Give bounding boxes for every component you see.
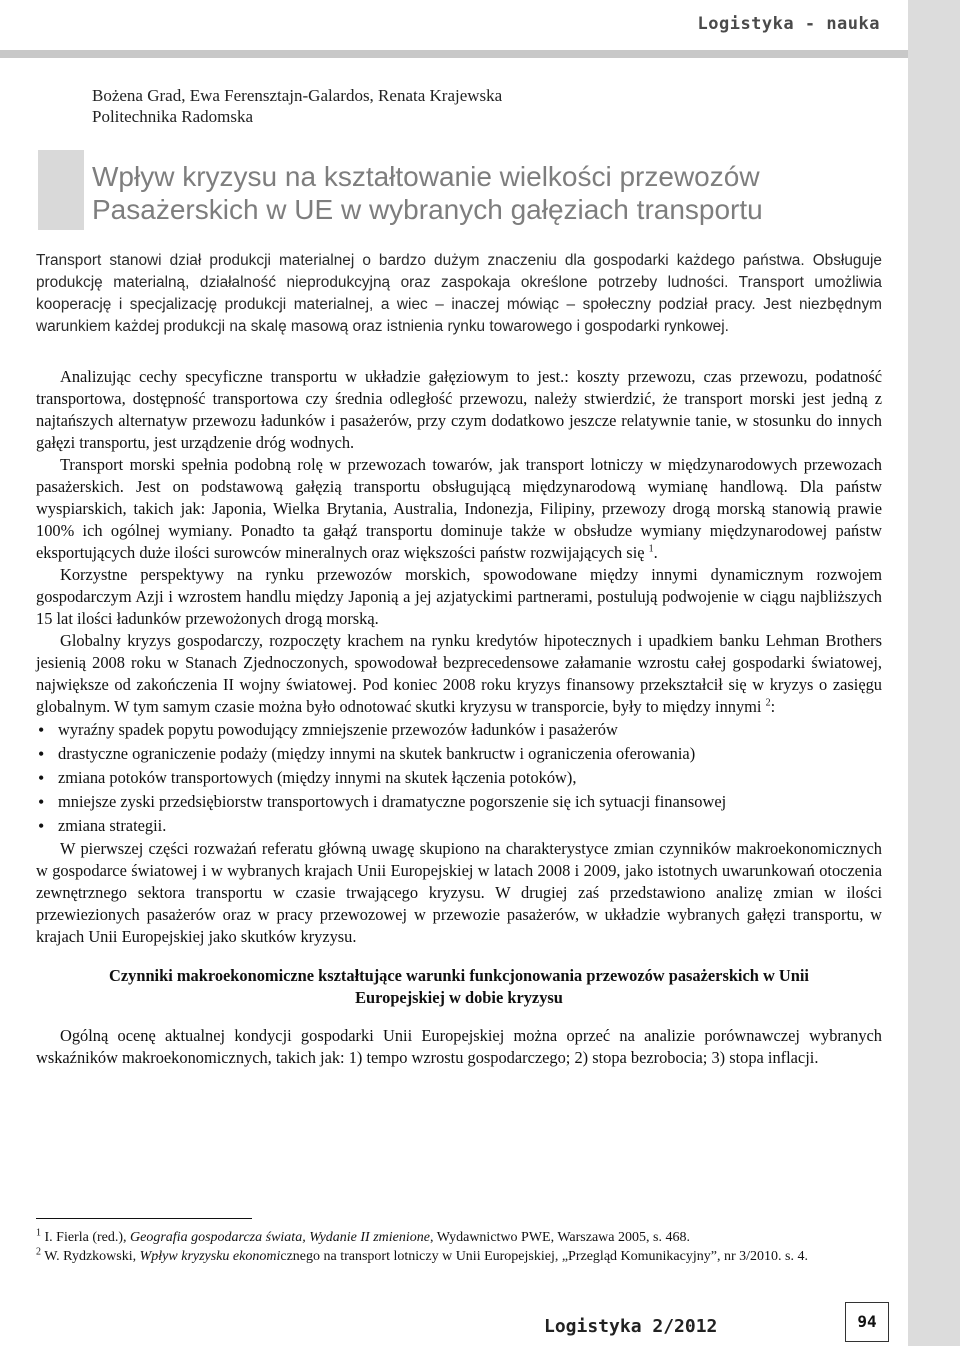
list-item: • zmiana strategii. xyxy=(36,814,882,838)
paragraph-1: Analizując cechy specyficzne transportu w układzie gałęziowym to jest.: koszty przewozu, czas przewozu, podatność transportowa, dostępność transportowa czy średnia odległość przewozu, należy stwierdzić, że transport morski jest jedną z najtańszych alternatyw przewozu ładunków i pasażerów, przy czym dodatkowo jeszcze relatywnie tanie, w stosunku do innych gałęzi transportu, jest urządzenie dróg wodnych. xyxy=(36,367,882,452)
paragraph-6: Ogólną ocenę aktualnej kondycji gospodarki Unii Europejskiej można oprzeć na analizie porównawczej wybranych wskaźników makroekonomicznych, takich jak: 1) tempo wzrostu gospodarczego; 2) stopa bezrobocia; 3) stopa inflacji. xyxy=(36,1026,882,1067)
header-bar xyxy=(0,50,908,58)
paragraph-2 xyxy=(36,454,882,564)
list-item: • zmiana potoków transportowych (między innymi na skutek łączenia potoków), xyxy=(36,766,882,790)
author-names: Bożena Grad, Ewa Ferensztajn-Galardos, Renata Krajewska xyxy=(92,86,503,105)
footnote-1-pre: I. Fierla (red.), xyxy=(44,1230,131,1245)
page-number: 94 xyxy=(845,1302,889,1342)
list-item: • drastyczne ograniczenie podaży (między innymi na skutek bankructw i ograniczenia oferowania) xyxy=(36,742,882,766)
author-affiliation: Politechnika Radomska xyxy=(92,107,254,126)
journal-footer: Logistyka 2/2012 xyxy=(544,1316,718,1337)
footnote-2-pre: W. Rydzkowski, xyxy=(44,1249,140,1264)
article-body xyxy=(36,366,882,1069)
paragraph-3: Korzystne perspektywy na rynku przewozów morskich, spowodowane między innymi dynamicznym rozwojem gospodarczym Azji i wzrostem handlu między Japonią a jej azjatyckimi partnerami, postulują podwojenie w ciągu najbliższych 15 lat ilości ładunków przewożonych drogą morską. xyxy=(36,565,882,628)
authors-block xyxy=(92,85,502,127)
paragraph-2-end: . xyxy=(653,543,658,562)
footnote-ref-2[interactable]: 2 xyxy=(765,697,771,709)
title-accent-block xyxy=(38,150,84,230)
footnote-divider xyxy=(36,1218,252,1219)
title-line-2: Pasażerskich w UE w wybranych gałęziach transportu xyxy=(92,194,763,225)
footnote-1-number: 1 xyxy=(36,1227,41,1239)
footnote-1-italic: Geografia gospodarcza świata, Wydanie II zmienione xyxy=(130,1230,430,1245)
footnote-2 xyxy=(36,1247,882,1266)
footnotes xyxy=(36,1228,882,1266)
title-line-1: Wpływ kryzysu na kształtowanie wielkości przewozów xyxy=(92,161,760,192)
footnote-ref-1[interactable]: 1 xyxy=(648,543,654,555)
abstract-text: Transport stanowi dział produkcji materialnej o bardzo dużym znaczeniu dla gospodarki każdego państwa. Obsługuje produkcję materialną, działalność nieprodukcyjną oraz zaspokaja określone potrzeby ludności. Transport umożliwia kooperację i specjalizację produkcji materialnej, a wiec – inaczej mówiąc – społeczny podział pracy. Jest niezbędnym warunkiem każdej produkcji na skalę masową oraz istnienia rynku towarowego i gospodarki rynkowej. xyxy=(36,252,882,335)
list-item: • wyraźny spadek popytu powodujący zmniejszenie przewozów ładunków i pasażerów xyxy=(36,718,882,742)
footnote-1-post: , Wydawnictwo PWE, Warszawa 2005, s. 468. xyxy=(429,1230,690,1245)
section-heading: Czynniki makroekonomiczne kształtujące warunki funkcjonowania przewozów pasażerskich w Unii Europejskiej w dobie kryzysu xyxy=(109,966,809,1007)
paragraph-4 xyxy=(36,630,882,718)
footnote-2-number: 2 xyxy=(36,1246,41,1258)
paragraph-2-text: Transport morski spełnia podobną rolę w przewozach towarów, jak transport lotniczy w międzynarodowych przewozach pasażerskich. Jest on podstawową gałęzią transportu obsługującą międzynarodową wymianę handlową. Dla państw wyspiarskich, takich jak: Japonia, Wielka Brytania, Australia, Indonezja, Filipiny, przewozy drogą morską stanowią prawie 100% ich ogólnej wymiany. Ponadto ta gałąź transportu dominuje także w obsłudze wymiany międzynarodowej państw eksportujących duże ilości surowców mineralnych oraz większości państw rozwijających się xyxy=(36,455,882,562)
footnote-2-italic: Wpływ kryzysku ekonomi xyxy=(139,1249,281,1264)
journal-header: Logistyka - nauka xyxy=(697,14,880,34)
paragraph-4-text: Globalny kryzys gospodarczy, rozpoczęty krachem na rynku kredytów hipotecznych i upadkiem banku Lehman Brothers jesienią 2008 roku w Stanach Zjednoczonych, spowodował bezprecedensowe załamanie wzrostu całej gospodarki światowej, największe od zakończenia II wojny światowej. Pod koniec 2008 roku kryzys finansowy przekształcił się w kryzys o zasięgu globalnym. W tym samym czasie można było odnotować skutki kryzysu w transporcie, były to między innymi xyxy=(36,631,882,716)
list-item: • mniejsze zyski przedsiębiorstw transportowych i dramatyczne pogorszenie się ich sytuacji finansowej xyxy=(36,790,882,814)
paragraph-5: W pierwszej części rozważań referatu główną uwagę skupiono na charakterystyce zmian czynników makroekonomicznych w gospodarce światowej i w wybranych krajach Unii Europejskiej w latach 2008 i 2009, jako istotnych uwarunkowań otoczenia zewnętrznego sektora transportu w czasie trwającego kryzysu. W drugiej zaś przedstawiono analizę zmian w ilości przewiezionych pasażerów oraz w pracy przewozowej w przewozie pasażerów, w układzie wybranych gałęzi transportu, w krajach Unii Europejskiej jako skutków kryzysu. xyxy=(36,839,882,946)
footnote-2-post: cznego na transport lotniczy w Unii Europejskiej, „Przegląd Komunikacyjny”, nr 3/2010. s. 4. xyxy=(280,1249,808,1264)
footnote-1 xyxy=(36,1228,882,1247)
article-title xyxy=(92,160,892,226)
abstract xyxy=(36,250,882,338)
paragraph-4-end: : xyxy=(770,697,776,716)
crisis-effects-list xyxy=(36,718,882,838)
